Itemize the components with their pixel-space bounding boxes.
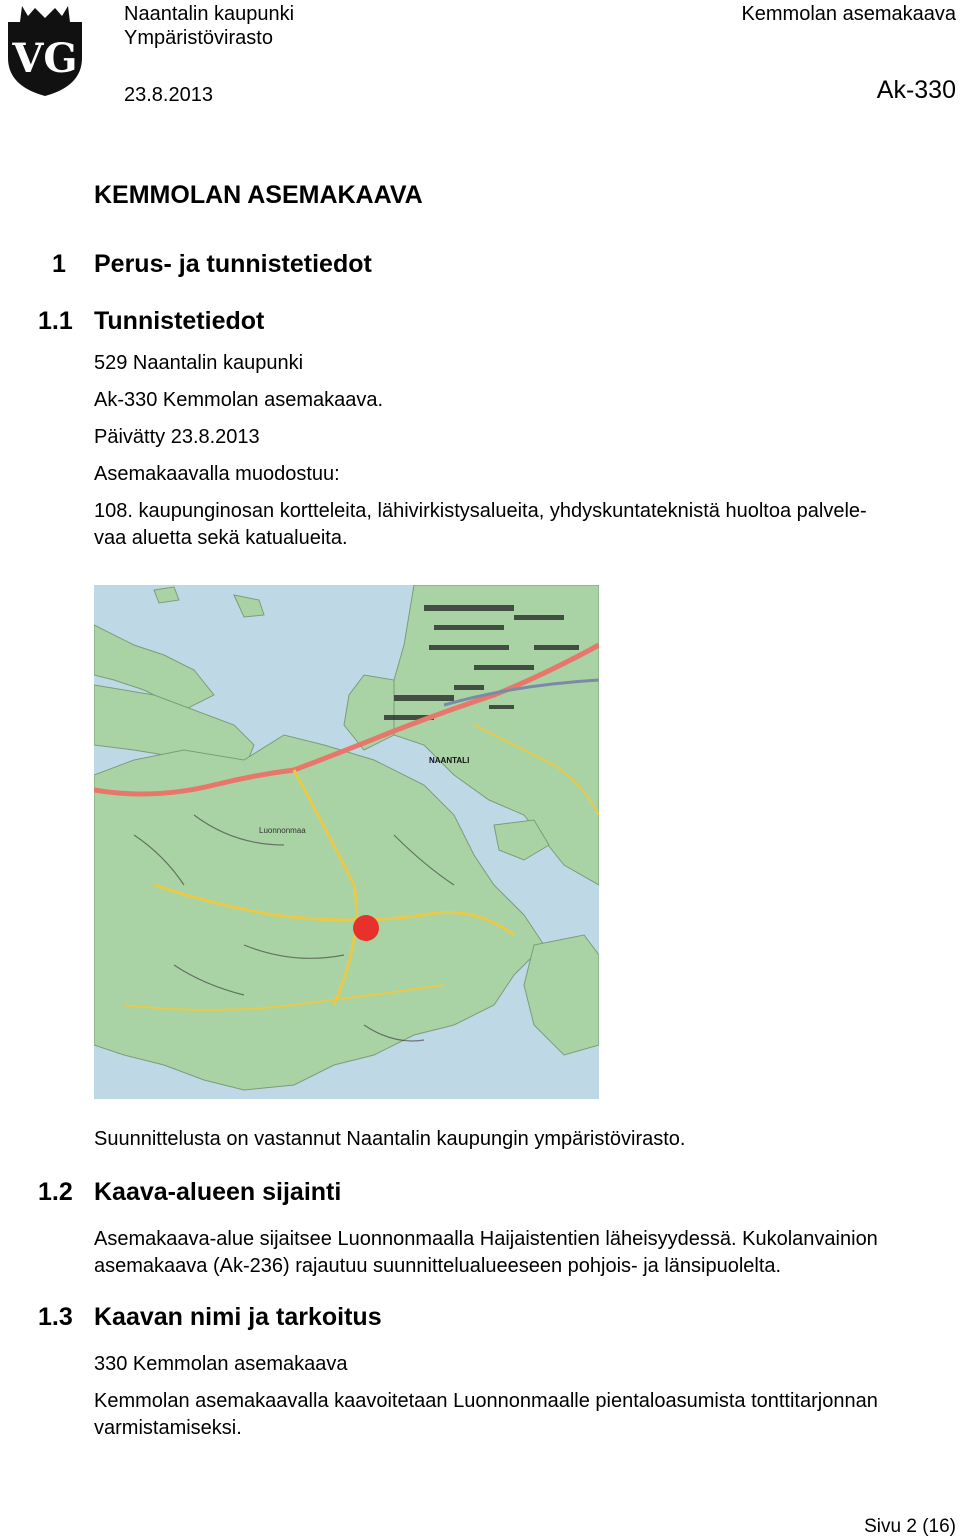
section-1-title: Perus- ja tunnistetiedot	[94, 250, 372, 278]
formed-description-line-1: 108. kaupunginosan kortteleita, lähivirkistysalueita, yhdyskuntateknistä huoltoa palvele-	[94, 500, 867, 522]
section-1-1-title: Tunnistetiedot	[94, 307, 265, 335]
purpose-description-line-2: varmistamiseksi.	[94, 1417, 242, 1439]
section-1-number: 1	[52, 250, 66, 278]
updated-line: Päivätty 23.8.2013	[94, 426, 260, 448]
plan-area-marker	[353, 915, 379, 941]
org-name: Naantalin kaupunki	[124, 3, 295, 25]
department-name: Ympäristövirasto	[124, 27, 273, 49]
map-island	[154, 587, 179, 603]
section-1-3-number: 1.3	[38, 1303, 73, 1331]
municipality-line: 529 Naantalin kaupunki	[94, 352, 304, 374]
formed-description-line-2: vaa aluetta sekä katualueita.	[94, 527, 348, 549]
header-date: 23.8.2013	[124, 84, 213, 106]
logo-text: VG	[12, 35, 78, 82]
header-doc-title: Kemmolan asemakaava	[741, 3, 956, 25]
section-1-2-number: 1.2	[38, 1178, 73, 1206]
plan-name-line: 330 Kemmolan asemakaava	[94, 1353, 348, 1375]
naantali-coat-of-arms-icon	[2, 2, 88, 98]
section-1-3-title: Kaavan nimi ja tarkoitus	[94, 1303, 382, 1331]
document-title: KEMMOLAN ASEMAKAAVA	[94, 181, 423, 209]
section-1-1-number: 1.1	[38, 307, 73, 335]
section-1-2-title: Kaava-alueen sijainti	[94, 1178, 342, 1206]
header-doc-code: Ak-330	[876, 76, 956, 104]
formed-line: Asemakaavalla muodostuu:	[94, 463, 340, 485]
map-label-luonnonmaa: Luonnonmaa	[259, 826, 306, 835]
map-label-naantali: NAANTALI	[429, 756, 470, 765]
location-description-line-2: asemakaava (Ak-236) rajautuu suunnittelualueeseen pohjois- ja länsipuolelta.	[94, 1255, 782, 1277]
location-map	[94, 585, 599, 1099]
map-caption: Suunnittelusta on vastannut Naantalin kaupungin ympäristövirasto.	[94, 1128, 686, 1150]
plan-code-line: Ak-330 Kemmolan asemakaava.	[94, 389, 384, 411]
purpose-description-line-1: Kemmolan asemakaavalla kaavoitetaan Luonnonmaalle pientaloasumista tonttitarjonnan	[94, 1390, 878, 1412]
location-description-line-1: Asemakaava-alue sijaitsee Luonnonmaalla Haijaistentien läheisyydessä. Kukolanvainion	[94, 1228, 878, 1250]
page-number: Sivu 2 (16)	[864, 1516, 956, 1537]
